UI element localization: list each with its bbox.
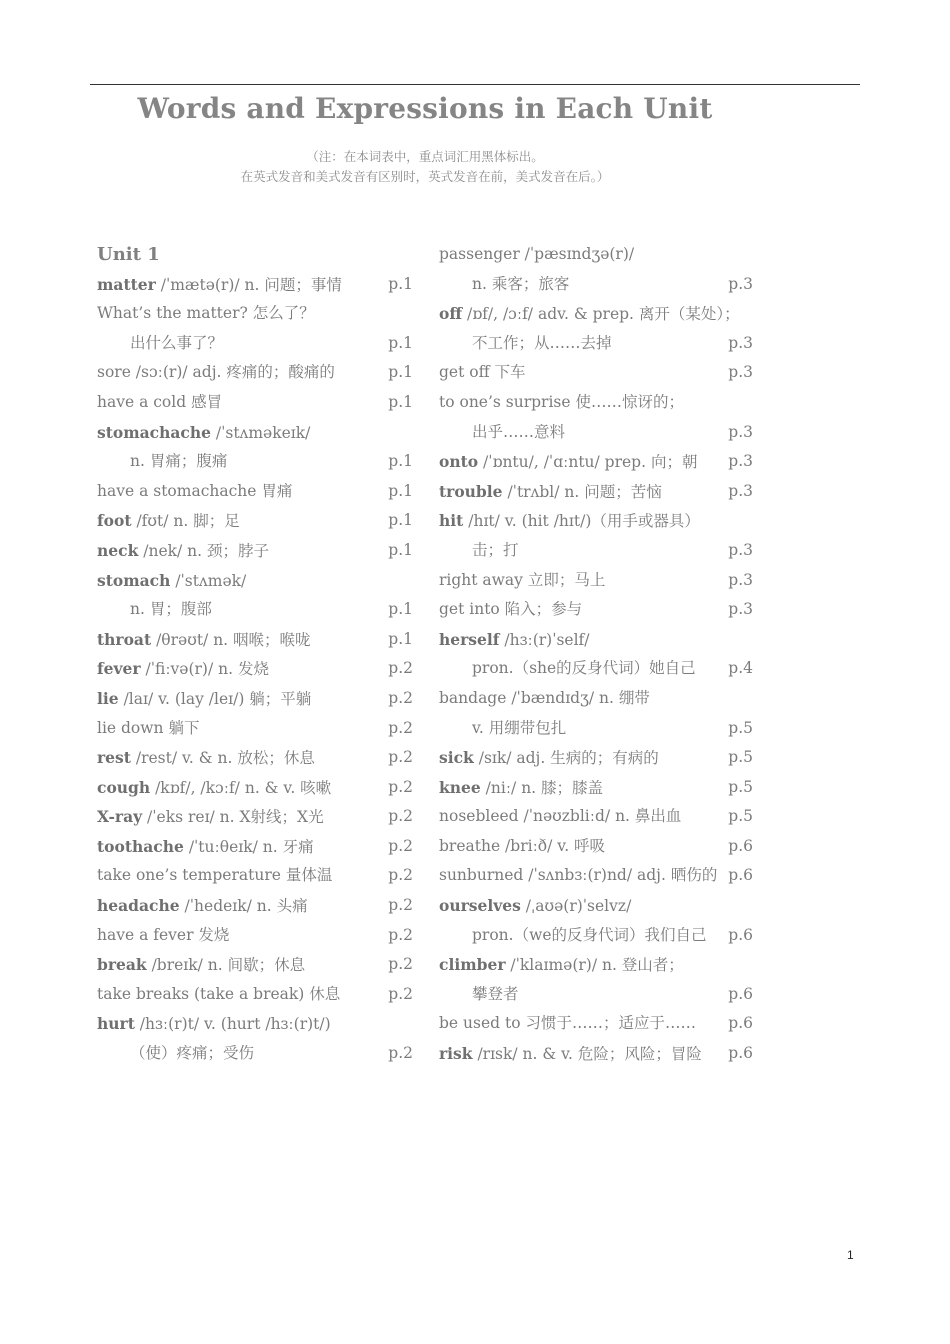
page-ref: p.2 [388, 777, 413, 796]
vocab-entry [97, 921, 413, 951]
vocab-entry [97, 506, 413, 536]
vocab-entry [97, 861, 413, 891]
headword: risk [439, 1044, 473, 1064]
vocab-entry [97, 654, 413, 684]
entry-definition: passenger /ˈpæsɪndʒə(r)/ [439, 245, 635, 263]
vocab-entry [97, 625, 413, 655]
entry-definition: /ɒf/, /ɔːf/ adv. & prep. 离开（某处）； [462, 305, 740, 324]
vocab-entry [439, 299, 753, 329]
entry-text [97, 950, 305, 981]
page-ref: p.2 [388, 955, 413, 974]
vocab-entry [97, 358, 413, 388]
left-column [97, 240, 413, 1069]
entry-text [439, 477, 662, 508]
entry-definition: take one’s temperature 量体温 [97, 866, 333, 885]
vocab-entry [97, 388, 413, 418]
page-ref: p.2 [388, 688, 413, 707]
vocab-entry [97, 1009, 413, 1039]
entry-definition: get off 下车 [439, 363, 526, 382]
entry-text [97, 714, 199, 744]
page-ref: p.1 [388, 452, 413, 471]
entry-text [439, 625, 590, 656]
entry-definition: breathe /briːð/ v. 呼吸 [439, 836, 606, 855]
vocab-entry [97, 566, 413, 596]
entry-text [439, 418, 565, 448]
entry-definition: /ˈtuːθeɪk/ n. 牙痛 [183, 837, 314, 856]
vocab-entry [97, 891, 413, 921]
vocab-entry [97, 447, 413, 477]
page-ref: p.2 [388, 659, 413, 678]
entry-text [439, 654, 696, 684]
page-ref: p.3 [728, 540, 753, 559]
entry-definition: /θrəʊt/ n. 咽喉；喉咙 [151, 630, 311, 649]
vocab-entry [439, 566, 753, 596]
entry-definition: 出什么事了？ [130, 333, 224, 352]
page-number: 1 [847, 1248, 854, 1262]
entry-text [97, 299, 315, 329]
entry-text [439, 447, 697, 478]
entry-text [439, 388, 684, 418]
entry-definition: 击；打 [472, 540, 519, 559]
entry-definition: bandage /ˈbændɪdʒ/ n. 绷带 [439, 688, 650, 707]
headword: fever [97, 659, 141, 679]
entry-definition: /hɜː(r)ˈself/ [499, 630, 590, 649]
page-ref: p.5 [728, 807, 753, 826]
entry-definition: /ˈklaɪmə(r)/ n. 登山者； [505, 956, 684, 975]
top-rule [90, 84, 860, 85]
page-ref: p.2 [388, 984, 413, 1003]
entry-text [439, 240, 634, 270]
entry-text [439, 802, 681, 832]
entry-text [439, 891, 631, 922]
headword: foot [97, 511, 132, 531]
vocab-entry [97, 536, 413, 566]
entry-definition: lie down 躺下 [97, 718, 200, 737]
entry-definition: /ˌaʊə(r)ˈselvz/ [520, 897, 632, 916]
entry-definition: /nek/ n. 颈；脖子 [138, 541, 269, 560]
page-ref: p.6 [728, 866, 753, 885]
entry-definition: be used to 习惯于……；适应于…… [439, 1014, 696, 1033]
entry-text [439, 743, 659, 774]
vocab-entry [439, 714, 753, 744]
entry-definition: have a stomachache 胃痛 [97, 481, 293, 500]
entry-text [97, 891, 308, 922]
headword: throat [97, 629, 152, 649]
entry-text [439, 595, 582, 625]
page-ref: p.3 [728, 452, 753, 471]
unit-heading: Unit 1 [97, 244, 160, 265]
entry-definition: right away 立即；马上 [439, 570, 606, 589]
headword: climber [439, 955, 506, 975]
vocab-entry [439, 773, 753, 803]
vocab-entry [439, 329, 753, 359]
page-ref: p.1 [388, 333, 413, 352]
entry-definition: 不工作；从……去掉 [472, 333, 612, 352]
page-ref: p.1 [388, 392, 413, 411]
entry-text [439, 980, 519, 1010]
entry-definition: sore /sɔː(r)/ adj. 疼痛的；酸痛的 [97, 363, 335, 382]
entry-definition: v. 用绷带包扎 [472, 718, 567, 737]
entry-text [97, 329, 223, 359]
vocab-entry [439, 832, 753, 862]
entry-definition: 攀登者 [472, 984, 519, 1003]
vocab-entry [97, 950, 413, 980]
entry-definition: /hɜː(r)t/ v. (hurt /hɜː(r)t/) [134, 1015, 331, 1034]
entry-text [97, 536, 269, 567]
page-ref: p.1 [388, 511, 413, 530]
page-ref: p.6 [728, 1014, 753, 1033]
vocab-entry [439, 418, 753, 448]
vocab-entry [439, 240, 753, 270]
headword: onto [439, 452, 479, 472]
page-ref: p.3 [728, 600, 753, 619]
entry-text [97, 566, 246, 597]
entry-definition: n. 胃痛；腹痛 [130, 452, 228, 471]
vocab-entry [439, 684, 753, 714]
entry-text [439, 714, 566, 744]
page-ref: p.5 [728, 748, 753, 767]
entry-text [439, 950, 684, 981]
entry-text [439, 536, 519, 566]
entry-text [97, 832, 314, 863]
page-ref: p.2 [388, 896, 413, 915]
entry-definition: pron.（we的反身代词）我们自己 [472, 925, 707, 944]
entry-definition: /ˈeks reɪ/ n. X射线；X光 [142, 808, 324, 827]
page-ref: p.1 [388, 363, 413, 382]
entry-definition: （使）疼痛；受伤 [130, 1044, 255, 1063]
entry-definition: /breɪk/ n. 间歇；休息 [146, 956, 306, 975]
entry-definition: /hɪt/ v. (hit /hɪt/)（用手或器具） [463, 512, 700, 531]
entry-definition: /niː/ n. 膝；膝盖 [480, 778, 604, 797]
note [0, 147, 850, 187]
vocab-entry [439, 802, 753, 832]
page-ref: p.2 [388, 866, 413, 885]
vocab-entry [97, 980, 413, 1010]
vocab-entry [97, 1039, 413, 1069]
vocab-entry [97, 773, 413, 803]
entry-text [439, 299, 740, 330]
entry-text [97, 1009, 331, 1040]
entry-definition: get into 陷入；参与 [439, 600, 583, 619]
headword: herself [439, 629, 500, 649]
vocab-entry [439, 891, 753, 921]
headword: sick [439, 748, 474, 768]
entry-definition: to one’s surprise 使……惊讶的； [439, 392, 684, 411]
headword: off [439, 304, 463, 324]
page-ref: p.3 [728, 481, 753, 500]
entry-definition: 出乎……意料 [472, 422, 566, 441]
vocab-entry [439, 506, 753, 536]
entry-text [97, 861, 332, 891]
entry-text [97, 447, 227, 477]
entry-text [97, 595, 212, 625]
entry-definition: /ˈstʌməkeɪk/ [211, 423, 311, 442]
entry-text [97, 388, 222, 418]
entry-text [97, 477, 292, 507]
entry-text [439, 566, 605, 596]
entry-definition: n. 胃；腹部 [130, 600, 212, 619]
note-line-2: 在英式发音和美式发音有区别时，英式发音在前，美式发音在后。） [240, 169, 610, 184]
entry-definition: nosebleed /ˈnəʊzbliːd/ n. 鼻出血 [439, 807, 682, 826]
headword: headache [97, 896, 180, 916]
entry-definition: take breaks (take a break) 休息 [97, 984, 341, 1003]
entry-text [439, 773, 603, 804]
entry-text [97, 773, 331, 804]
entry-definition: /rɪsk/ n. & v. 危险；风险；冒险 [472, 1045, 702, 1064]
vocab-entry [439, 270, 753, 300]
vocab-entry [439, 358, 753, 388]
note-line-1: （注：在本词表中，重点词汇用黑体标出。 [306, 149, 544, 164]
vocab-entry [439, 980, 753, 1010]
entry-text [97, 980, 340, 1010]
vocab-entry [439, 921, 753, 951]
vocab-entry [439, 950, 753, 980]
vocab-entry [439, 625, 753, 655]
vocab-entry [439, 447, 753, 477]
headword: break [97, 955, 147, 975]
entry-definition: /kɒf/, /kɔːf/ n. & v. 咳嗽 [150, 778, 332, 797]
page-ref: p.5 [728, 777, 753, 796]
entry-text [97, 743, 315, 774]
headword: toothache [97, 836, 184, 856]
entry-definition: /ˈtrʌbl/ n. 问题；苦恼 [502, 482, 662, 501]
headword: stomach [97, 570, 171, 590]
page-ref: p.6 [728, 984, 753, 1003]
entry-text [97, 506, 240, 537]
entry-definition: /ˈstʌmək/ [170, 571, 247, 590]
vocab-entry [439, 1009, 753, 1039]
vocab-entry [439, 654, 753, 684]
vocab-entry [439, 1039, 753, 1069]
vocab-entry [439, 388, 753, 418]
vocab-entry [97, 743, 413, 773]
vocab-entry [439, 477, 753, 507]
entry-definition: /ˈmætə(r)/ n. 问题；事情 [155, 275, 342, 294]
entry-text [97, 684, 311, 715]
headword: stomachache [97, 422, 211, 442]
entry-text [97, 358, 335, 388]
page-ref: p.4 [728, 659, 753, 678]
entry-text [439, 684, 650, 714]
page-ref: p.2 [388, 718, 413, 737]
headword: hit [439, 511, 464, 531]
entry-text [97, 802, 324, 833]
entry-text [439, 1039, 702, 1070]
entry-definition: /ˈfiːvə(r)/ n. 发烧 [140, 660, 269, 679]
page-ref: p.6 [728, 1044, 753, 1063]
vocab-entry [439, 743, 753, 773]
page-ref: p.2 [388, 925, 413, 944]
page-ref: p.3 [728, 274, 753, 293]
entry-definition: /ˈɒntu/, /ˈɑːntu/ prep. 向；朝 [478, 453, 698, 472]
page-ref: p.3 [728, 363, 753, 382]
headword: rest [97, 748, 131, 768]
vocab-entry [97, 802, 413, 832]
entry-text [97, 921, 229, 951]
page-ref: p.1 [388, 540, 413, 559]
entry-definition: What’s the matter? 怎么了？ [97, 304, 315, 323]
vocab-entry [97, 477, 413, 507]
vocab-entry [97, 714, 413, 744]
vocab-entry [97, 684, 413, 714]
headword: lie [97, 688, 119, 708]
entry-definition: sunburned /ˈsʌnbɜː(r)nd/ adj. 晒伤的 [439, 866, 718, 885]
page-ref: p.2 [388, 1044, 413, 1063]
vocab-entry [97, 832, 413, 862]
headword: ourselves [439, 896, 521, 916]
entry-text [97, 654, 269, 685]
vocab-entry [97, 240, 413, 270]
entry-text [97, 418, 310, 449]
entry-definition: pron.（she的反身代词）她自己 [472, 659, 696, 678]
headword: knee [439, 777, 481, 797]
vocab-entry [97, 329, 413, 359]
entry-text [439, 270, 569, 300]
entry-definition: n. 乘客；旅客 [472, 274, 570, 293]
page-ref: p.1 [388, 629, 413, 648]
entry-definition: have a cold 感冒 [97, 392, 223, 411]
entry-text [439, 832, 605, 862]
entry-definition: /laɪ/ v. (lay /leɪ/) 躺；平躺 [118, 689, 312, 708]
headword: hurt [97, 1014, 135, 1034]
vocab-entry [97, 418, 413, 448]
headword: X-ray [97, 807, 143, 827]
headword: trouble [439, 481, 503, 501]
entry-definition: /fʊt/ n. 脚；足 [131, 512, 240, 531]
vocab-entry [97, 299, 413, 329]
page-ref: p.1 [388, 600, 413, 619]
vocab-entry [97, 270, 413, 300]
entry-text [97, 240, 160, 271]
entry-text [439, 358, 526, 388]
vocab-entry [439, 861, 753, 891]
entry-text [439, 921, 707, 951]
vocab-entry [97, 595, 413, 625]
entry-text [439, 329, 612, 359]
page-ref: p.5 [728, 718, 753, 737]
headword: matter [97, 274, 156, 294]
entry-text [439, 1009, 696, 1039]
page-ref: p.1 [388, 274, 413, 293]
headword: cough [97, 777, 151, 797]
right-column [439, 240, 753, 1069]
page-ref: p.2 [388, 836, 413, 855]
page-ref: p.6 [728, 925, 753, 944]
headword: neck [97, 540, 139, 560]
page-ref: p.1 [388, 481, 413, 500]
page-title: Words and Expressions in Each Unit [137, 92, 713, 125]
entry-text [97, 625, 311, 656]
vocab-entry [439, 536, 753, 566]
entry-text [439, 506, 700, 537]
page-ref: p.3 [728, 333, 753, 352]
page-ref: p.3 [728, 422, 753, 441]
entry-definition: /ˈhedeɪk/ n. 头痛 [179, 897, 308, 916]
entry-definition: /sɪk/ adj. 生病的；有病的 [473, 749, 659, 768]
entry-text [97, 1039, 254, 1069]
page-ref: p.2 [388, 748, 413, 767]
entry-definition: /rest/ v. & n. 放松；休息 [130, 749, 315, 768]
page-ref: p.2 [388, 807, 413, 826]
page-ref: p.6 [728, 836, 753, 855]
entry-text [439, 861, 717, 891]
vocab-entry [439, 595, 753, 625]
page-ref: p.3 [728, 570, 753, 589]
entry-definition: have a fever 发烧 [97, 925, 230, 944]
entry-text [97, 270, 342, 301]
